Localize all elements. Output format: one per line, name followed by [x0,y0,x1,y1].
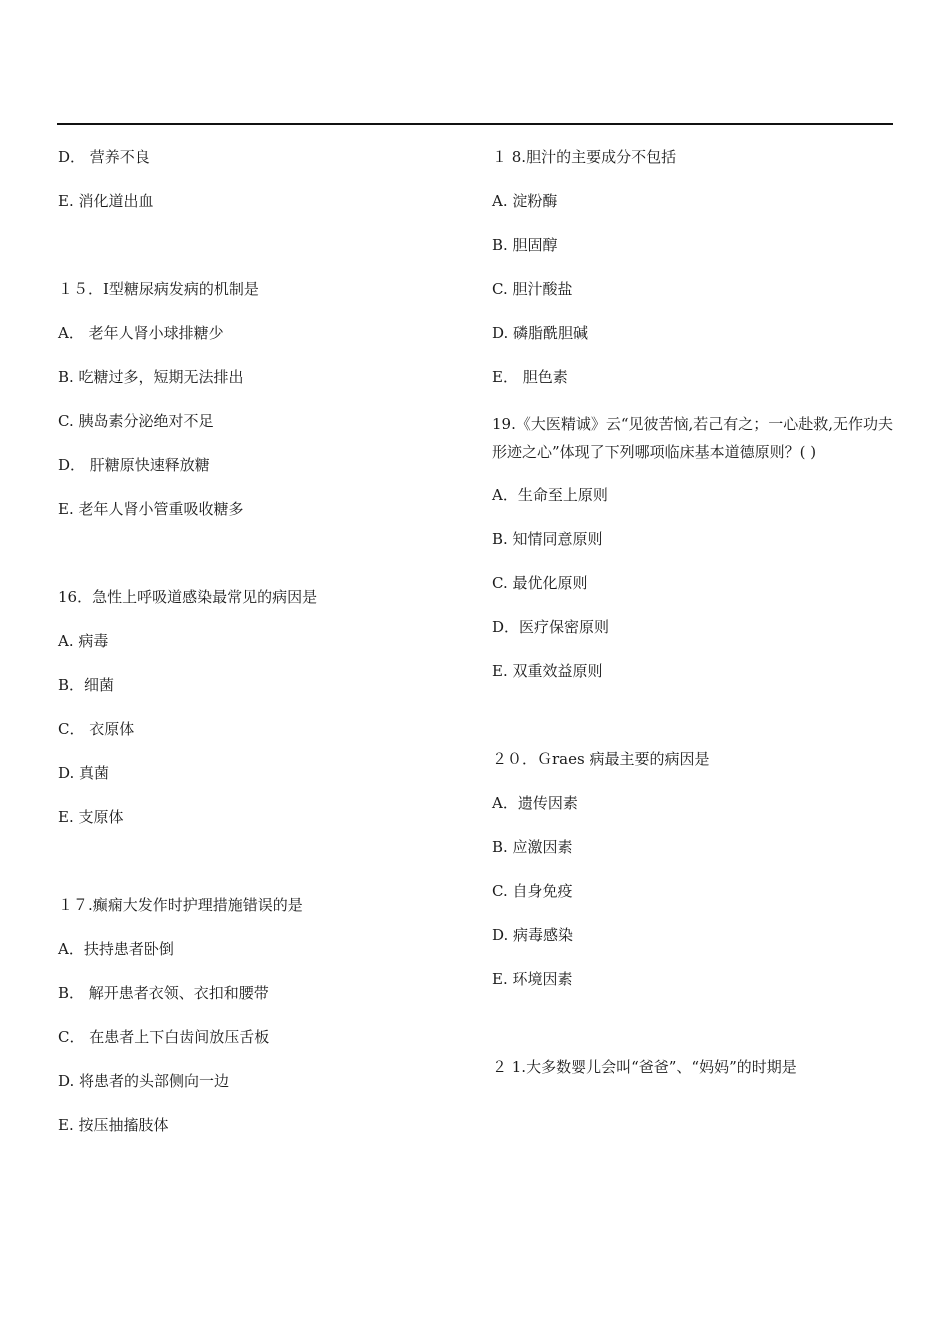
text-line: １５．Ⅰ型糖尿病发病的机制是 [58,280,259,298]
text-line: A．扶持患者卧倒 [58,940,174,958]
text-line: B. 吃糖过多，短期无法排出 [58,368,244,386]
text-line: E. 双重效益原则 [492,662,603,680]
text-line: D. 磷脂酰胆碱 [492,324,589,342]
section-gap [492,1012,902,1056]
right-column [492,146,902,1100]
left-column [58,146,458,1158]
text-line: D．医疗保密原则 [492,618,610,636]
text-line: C. 自身免疫 [492,882,573,900]
section-gap [58,234,458,278]
text-line: ２０．Ｇraes 病最主要的病因是 [492,750,710,768]
text-line: B． 解开患者衣领、衣扣和腰带 [58,984,269,1002]
text-line: A. 淀粉酶 [492,192,558,210]
text-line: C． 在患者上下白齿间放压舌板 [58,1028,270,1046]
text-line: E. 消化道出血 [58,192,154,210]
section-gap [492,704,902,748]
text-line: ２ 1.大多数婴儿会叫“爸爸”、“妈妈”的时期是 [492,1058,797,1076]
text-line: E． 胆色素 [492,368,568,386]
text-line: E. 环境因素 [492,970,573,988]
text-line: D. 将患者的头部侧向一边 [58,1072,230,1090]
text-line: 19.《大医精诚》云“见彼苦恼,若己有之；一心赴救,无作功夫形迹之心”体现了下列哪项临床基本道德原则？( ) [492,415,894,461]
text-line: B. 胆固醇 [492,236,558,254]
text-line: B. 知情同意原则 [492,530,603,548]
text-line: C． 衣原体 [58,720,135,738]
text-line: １ 8.胆汁的主要成分不包括 [492,148,677,166]
text-line: C. 最优化原则 [492,574,588,592]
text-line: C. 胰岛素分泌绝对不足 [58,412,214,430]
text-line: D． 肝糖原快速释放糖 [58,456,210,474]
text-line: E. 支原体 [58,808,124,826]
text-line: １７.癫痫大发作时护理措施错误的是 [58,896,303,914]
header-rule [57,123,893,125]
text-line: A. 病毒 [58,632,109,650]
text-line: B．细菌 [58,676,115,694]
text-line: A．遗传因素 [492,794,578,812]
text-line: E. 按压抽搐肢体 [58,1116,169,1134]
section-gap [58,542,458,586]
text-line: 16．急性上呼吸道感染最常见的病因是 [58,588,318,606]
text-line: E. 老年人肾小管重吸收糖多 [58,500,244,518]
text-line: C. 胆汁酸盐 [492,280,573,298]
text-line: D． 营养不良 [58,148,150,166]
text-line: D. 真菌 [58,764,110,782]
section-gap [58,850,458,894]
text-line: B. 应激因素 [492,838,573,856]
text-line: D. 病毒感染 [492,926,574,944]
text-line: A．生命至上原则 [492,486,608,504]
text-line: A． 老年人肾小球排糖少 [58,324,224,342]
